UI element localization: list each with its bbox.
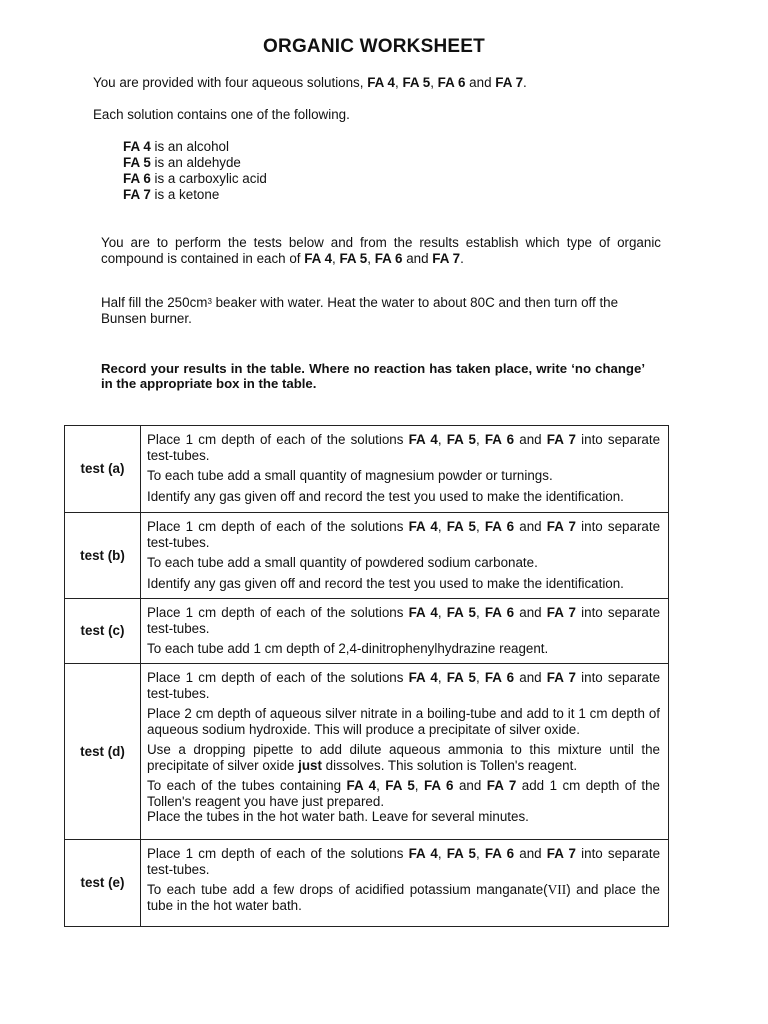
separator: and xyxy=(514,519,547,534)
record-instruction: Record your results in the table. Where no reaction has taken place, write ‘no change’ in the appropriate box in the table. xyxy=(101,361,645,391)
separator: . xyxy=(460,251,464,266)
separator: , xyxy=(475,519,485,534)
fa5-label: FA 5 xyxy=(402,75,431,90)
fa7-label: FA 7 xyxy=(546,519,576,534)
test-instructions xyxy=(141,513,669,599)
separator: , xyxy=(414,778,424,793)
solution-code: FA 5 xyxy=(123,155,151,170)
fa6-label: FA 6 xyxy=(437,75,466,90)
instruction-line: Place 2 cm depth of aqueous silver nitrate in a boiling-tube and add to it 1 cm depth of aqueous sodium hydroxide. This will produce a precipitate of silver oxide. xyxy=(147,706,660,737)
list-item xyxy=(123,155,267,171)
test-label: test (b) xyxy=(65,513,141,599)
instruction-line xyxy=(147,670,660,701)
text: ) and place the tube in the hot water bath. xyxy=(147,882,661,913)
fa5-label: FA 5 xyxy=(446,432,476,447)
fa4-label: FA 4 xyxy=(346,778,377,793)
fa5-label: FA 5 xyxy=(385,778,415,793)
beaker-text: beaker with water. Heat the water to about 80C and then turn off the Bunsen burner. xyxy=(101,295,619,326)
instruction-line xyxy=(147,519,660,550)
fa4-label: FA 4 xyxy=(408,670,438,685)
fa7-label: FA 7 xyxy=(546,605,576,620)
instruction-line xyxy=(147,778,660,809)
table-row xyxy=(65,426,669,513)
separator: and xyxy=(514,432,547,447)
text: into separate test-tubes. xyxy=(147,670,661,701)
instruction-line: To each tube add a small quantity of magnesium powder or turnings. xyxy=(147,468,553,483)
separator: , xyxy=(376,778,386,793)
separator: , xyxy=(430,75,438,90)
separator: and xyxy=(402,251,433,266)
separator: and xyxy=(514,605,547,620)
tests-table xyxy=(64,425,669,927)
instruction-line xyxy=(147,846,660,877)
fa4-label: FA 4 xyxy=(408,519,438,534)
fa6-label: FA 6 xyxy=(374,251,403,266)
fa4-label: FA 4 xyxy=(367,75,395,90)
separator: , xyxy=(394,75,403,90)
fa6-label: FA 6 xyxy=(484,519,515,534)
text: into separate test-tubes. xyxy=(147,432,661,463)
solution-code: FA 7 xyxy=(123,187,151,202)
text: To each of the tubes containing xyxy=(147,778,347,793)
solution-desc: is an alcohol xyxy=(150,139,229,154)
separator: , xyxy=(437,432,447,447)
intro-line-1 xyxy=(93,75,527,91)
text: Place 1 cm depth of each of the solutions xyxy=(147,605,409,620)
separator: and xyxy=(514,846,547,861)
separator: , xyxy=(437,519,447,534)
separator: , xyxy=(332,251,340,266)
fa4-label: FA 4 xyxy=(408,846,438,861)
separator: , xyxy=(437,846,447,861)
oxidation-state: VII xyxy=(547,882,567,897)
text: dissolves. This solution is Tollen's reagent. xyxy=(321,757,578,773)
test-instructions xyxy=(141,840,669,927)
text: into separate test-tubes. xyxy=(147,519,661,550)
fa6-label: FA 6 xyxy=(484,846,515,861)
solution-desc: is a carboxylic acid xyxy=(150,171,267,186)
table-row xyxy=(65,599,669,664)
text: Place 1 cm depth of each of the solutions xyxy=(147,670,409,685)
fa4-label: FA 4 xyxy=(408,432,438,447)
emphasis: just xyxy=(298,757,322,773)
test-label: test (a) xyxy=(65,426,141,513)
intro-text: You are provided with four aqueous solutions, xyxy=(93,75,368,90)
fa7-label: FA 7 xyxy=(432,251,461,266)
test-label: test (c) xyxy=(65,599,141,664)
text: into separate test-tubes. xyxy=(147,846,661,877)
fa6-label: FA 6 xyxy=(484,432,515,447)
text: Use a dropping pipette to add dilute aqueous ammonia to this mixture until the precipitate of silver oxide xyxy=(147,742,660,773)
fa6-label: FA 6 xyxy=(484,670,515,685)
instruction-line xyxy=(147,882,660,913)
text: add 1 cm depth of the Tollen's reagent you have just prepared. xyxy=(147,778,661,809)
text: Place 1 cm depth of each of the solutions xyxy=(147,432,409,447)
table-row xyxy=(65,513,669,599)
beaker-paragraph xyxy=(101,295,661,327)
perform-paragraph xyxy=(101,235,661,267)
separator: and xyxy=(465,75,496,90)
list-item xyxy=(123,171,267,187)
fa5-label: FA 5 xyxy=(446,519,476,534)
fa5-label: FA 5 xyxy=(446,846,476,861)
perform-text: You are to perform the tests below and from the results establish which type of organic compound is contained in each of xyxy=(101,235,661,266)
separator: and xyxy=(453,778,487,793)
fa6-label: FA 6 xyxy=(484,605,515,620)
fa5-label: FA 5 xyxy=(339,251,368,266)
test-label: test (e) xyxy=(65,840,141,927)
fa6-label: FA 6 xyxy=(423,778,454,793)
table-row xyxy=(65,840,669,927)
fa7-label: FA 7 xyxy=(546,846,576,861)
instruction-line xyxy=(147,605,660,636)
separator: , xyxy=(475,605,485,620)
fa5-label: FA 5 xyxy=(446,605,476,620)
solution-desc: is a ketone xyxy=(150,187,220,202)
separator: and xyxy=(514,670,547,685)
text: To each tube add a few drops of acidified potassium manganate( xyxy=(147,882,548,897)
beaker-text: Half fill the 250cm xyxy=(101,295,208,310)
test-instructions xyxy=(141,599,669,664)
instruction-line: Identify any gas given off and record the test you used to make the identification. xyxy=(147,488,624,504)
instruction-line: Place the tubes in the hot water bath. Leave for several minutes. xyxy=(147,809,529,824)
test-instructions xyxy=(141,664,669,840)
instruction-line xyxy=(147,432,660,463)
separator: , xyxy=(475,670,485,685)
instruction-line xyxy=(147,742,660,773)
instruction-line: Identify any gas given off and record the test you used to make the identification. xyxy=(147,575,624,591)
separator: , xyxy=(475,846,485,861)
fa7-label: FA 7 xyxy=(546,670,576,685)
instruction-line: To each tube add 1 cm depth of 2,4-dinitrophenylhydrazine reagent. xyxy=(147,641,549,656)
separator: , xyxy=(437,605,447,620)
test-instructions xyxy=(141,426,669,513)
list-item xyxy=(123,139,267,155)
superscript: 3 xyxy=(207,297,212,306)
list-item xyxy=(123,187,267,203)
solution-code: FA 6 xyxy=(123,171,151,186)
text: Place 1 cm depth of each of the solutions xyxy=(147,846,409,861)
fa7-label: FA 7 xyxy=(495,75,524,90)
text: into separate test-tubes. xyxy=(147,605,661,636)
fa7-label: FA 7 xyxy=(546,432,576,447)
solution-code: FA 4 xyxy=(123,139,151,154)
solutions-list xyxy=(123,139,267,203)
separator: , xyxy=(475,432,485,447)
fa4-label: FA 4 xyxy=(408,605,438,620)
page-title: ORGANIC WORKSHEET xyxy=(263,36,485,57)
separator: . xyxy=(523,75,527,90)
text: Place 1 cm depth of each of the solutions xyxy=(147,519,409,534)
fa7-label: FA 7 xyxy=(486,778,517,793)
intro-line-2: Each solution contains one of the following. xyxy=(93,107,350,122)
solution-desc: is an aldehyde xyxy=(150,155,241,170)
separator: , xyxy=(367,251,375,266)
fa4-label: FA 4 xyxy=(304,251,333,266)
instruction-line: To each tube add a small quantity of powdered sodium carbonate. xyxy=(147,555,538,570)
separator: , xyxy=(437,670,447,685)
fa5-label: FA 5 xyxy=(446,670,476,685)
test-label: test (d) xyxy=(65,664,141,840)
table-row xyxy=(65,664,669,840)
